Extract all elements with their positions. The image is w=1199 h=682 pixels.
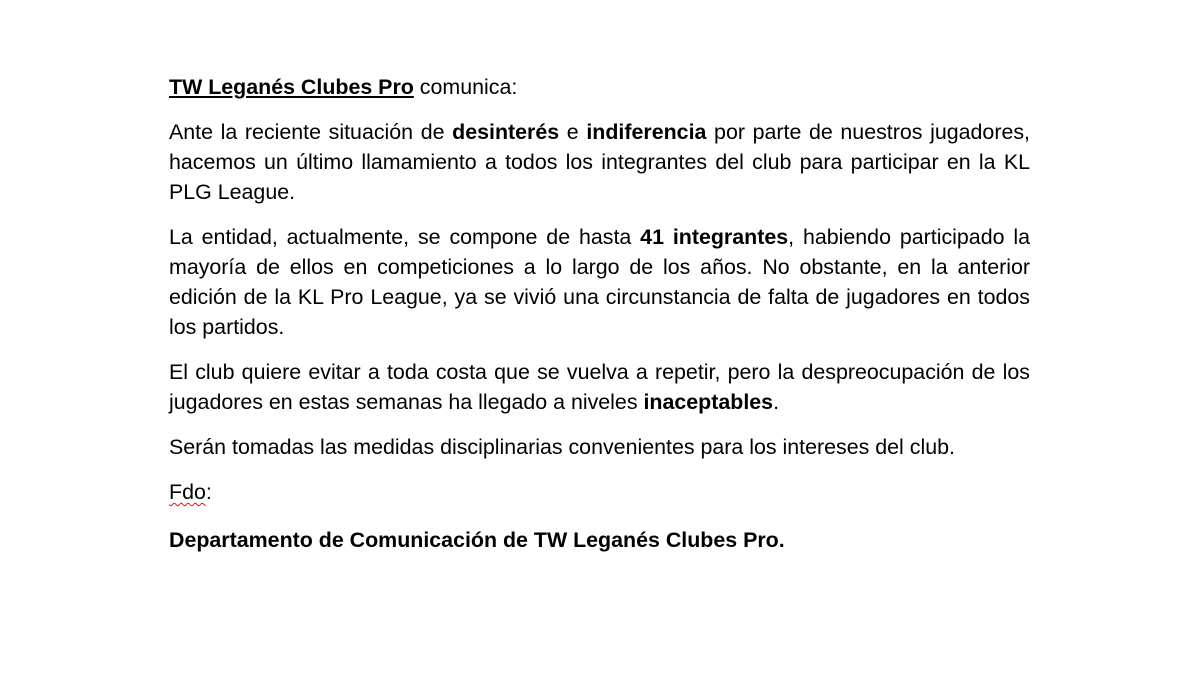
bold-disinterest: desinterés — [452, 120, 560, 144]
paragraph-unacceptable — [169, 357, 1030, 417]
intro-paragraph — [169, 72, 1030, 102]
intro-text: comunica: — [413, 75, 518, 99]
paragraph-measures: Serán tomadas las medidas disciplinarias convenientes para los intereses del club. — [169, 435, 955, 459]
paragraph-text: Ante la reciente situación de — [169, 120, 453, 144]
bold-unacceptable: inaceptables — [643, 390, 774, 414]
fdo-colon: : — [205, 480, 212, 504]
paragraph-text: El club quiere evitar a toda costa que se vuelva a repetir, pero la despreocupación de los jugadores en estas semanas ha llegado a niveles — [169, 360, 1030, 414]
signature-department: Departamento de Comunicación de TW Leganés Clubes Pro. — [169, 528, 785, 552]
paragraph-text: La entidad, actualmente, se compone de hasta — [169, 225, 641, 249]
paragraph-text: e — [559, 120, 587, 144]
document-body — [169, 72, 1030, 570]
bold-member-count: 41 integrantes — [640, 225, 789, 249]
paragraph-text: por parte de nuestros jugadores, hacemos un último llamamiento a todos los integrantes del club para participar en la KL PLG League. — [169, 120, 1030, 204]
paragraph-members — [169, 222, 1030, 342]
paragraph-disinterest — [169, 117, 1030, 207]
paragraph-text: , habiendo participado la mayoría de ellos en competiciones a lo largo de los años. No obstante, en la anterior edición de la KL Pro League, ya se vivió una circunstancia de falta de jugadores en todos los partidos. — [169, 225, 1031, 339]
paragraph-text: . — [773, 390, 780, 414]
signed-line — [169, 477, 1030, 507]
bold-indifference: indiferencia — [586, 120, 707, 144]
club-name: TW Leganés Clubes Pro — [169, 75, 414, 99]
fdo-word: Fdo — [169, 480, 206, 504]
